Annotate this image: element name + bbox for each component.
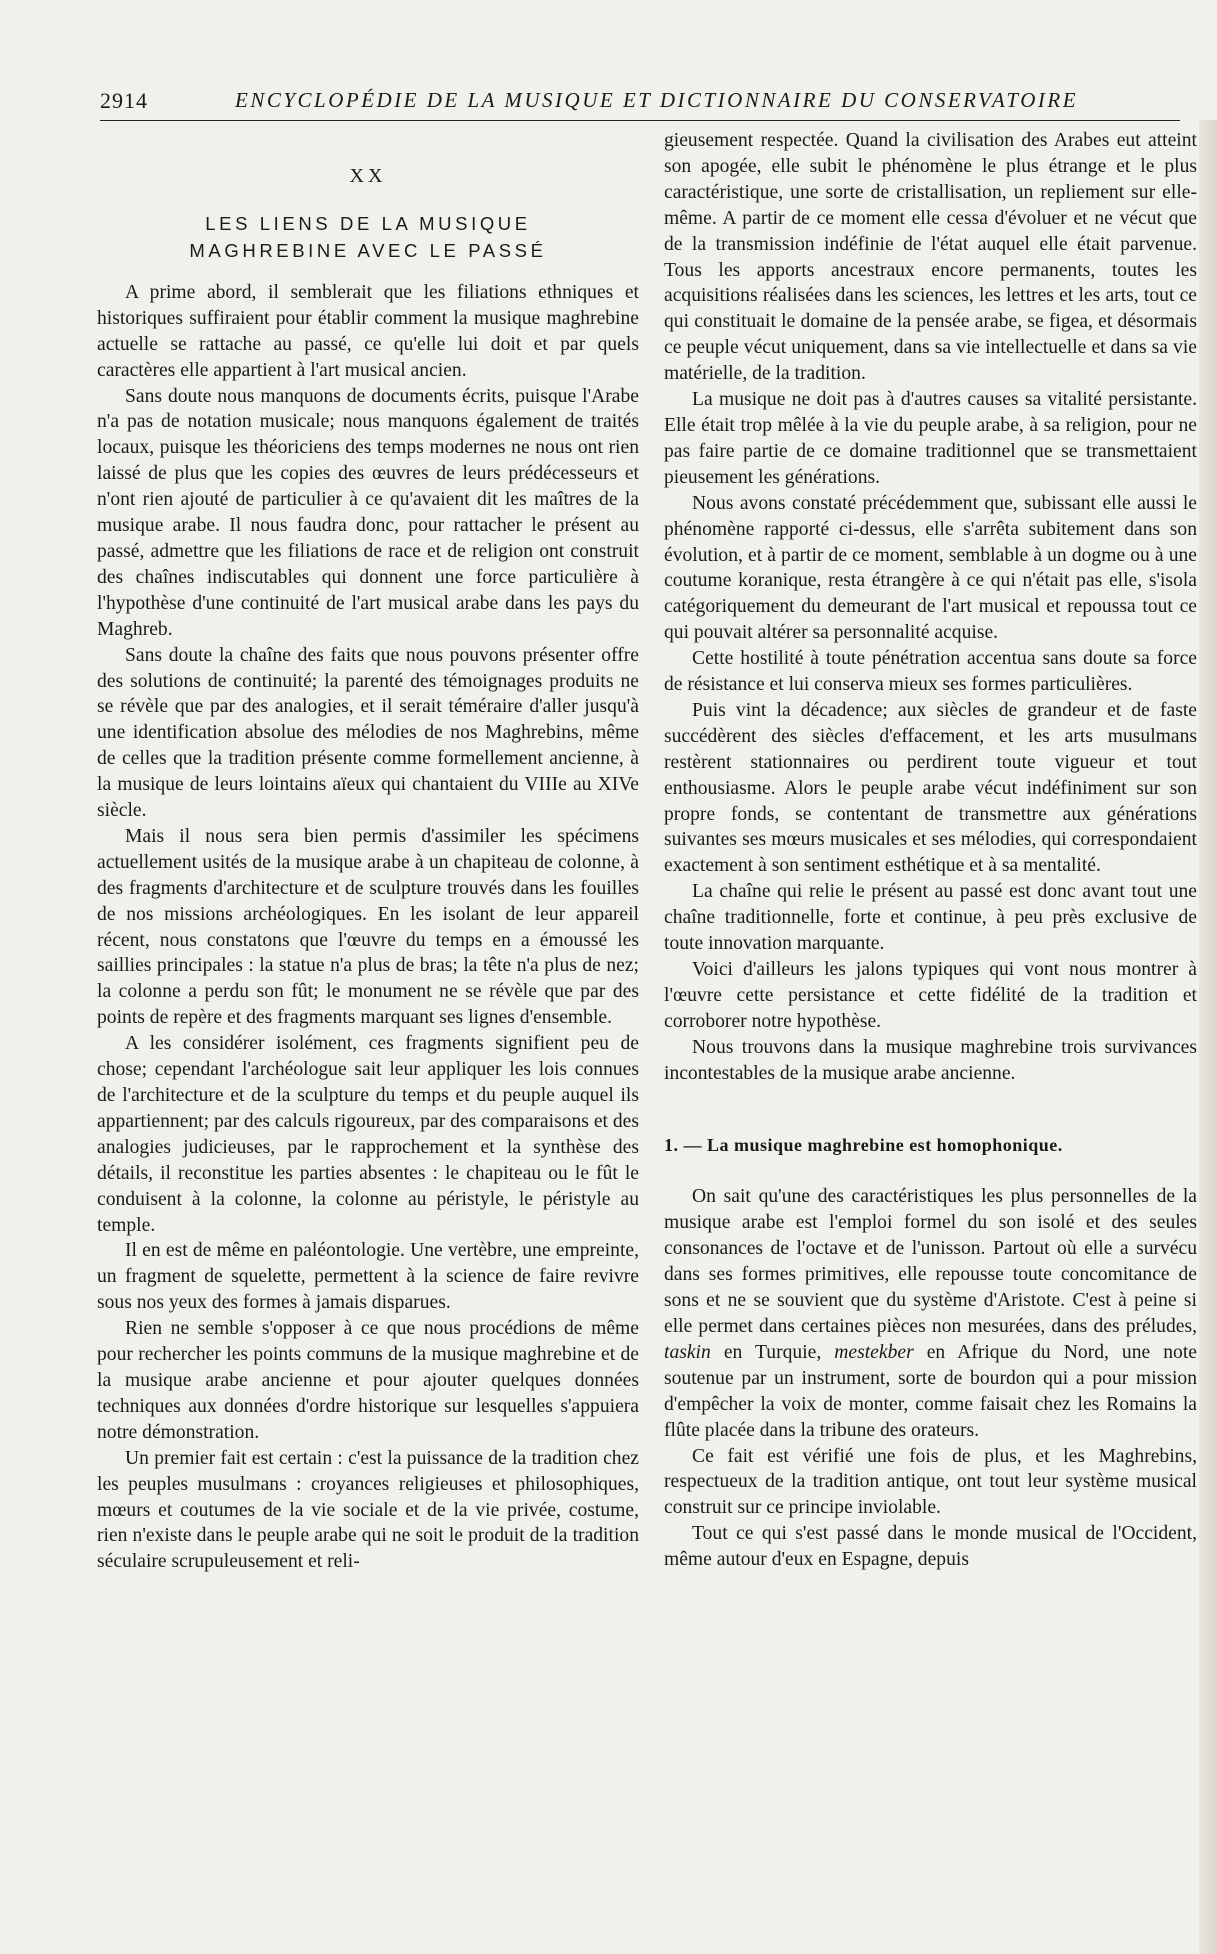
paragraph: Tout ce qui s'est passé dans le monde musical de l'Occident, même autour d'eux en Espagne, depuis xyxy=(664,1523,1197,1571)
chapter-title: LES LIENS DE LA MUSIQUE MAGHREBINE AVEC LE PASSÉ xyxy=(189,212,547,261)
term-mestekber: mestekber xyxy=(834,1341,914,1363)
paragraph: Rien ne semble s'opposer à ce que nous procédions de même pour rechercher les points communs de la musique maghrebine et de la musique arabe ancienne et pour ajouter quelques données techniques aux données d'ordre historique sur lesquelles s'appuiera notre démonstration. xyxy=(97,1318,639,1443)
term-taskin: taskin xyxy=(664,1341,711,1363)
page-number: 2914 xyxy=(100,88,148,113)
paragraph xyxy=(664,1184,1197,1443)
page-header xyxy=(100,86,1180,121)
paragraph: Il en est de même en paléontologie. Une vertèbre, une empreinte, un fragment de squelette, permettent à la science de faire revivre sous nos yeux des formes à jamais disparues. xyxy=(97,1240,639,1314)
paragraph: A prime abord, il semblerait que les filiations ethniques et historiques suffiraient pour établir comment la musique maghrebine actuelle se rattache au passé, ce qu'elle lui doit et par quels caractères elle appartient à l'art musical ancien. xyxy=(97,281,639,381)
paragraph: Nous avons constaté précédemment que, subissant elle aussi le phénomène rapporté ci-dessus, elle s'arrêta subitement dans son évolution, et à partir de ce moment, semblable à un dogme ou à une coutume koranique, resta étrangère à ce qui n'était pas elle, s'isola catégoriquement du demeurant de l'art musical et repoussa tout ce qui pouvait altérer sa personnalité acquise. xyxy=(664,492,1197,644)
left-column xyxy=(97,128,639,1575)
paragraph-text: en Turquie, xyxy=(710,1341,835,1363)
right-column xyxy=(664,128,1197,1573)
paragraph: A les considérer isolément, ces fragments signifient peu de chose; cependant l'archéologue sait leur appliquer les lois connues de l'architecture et de la sculpture du temps et du peuple auquel ils appartiennent; par des calculs rigoureux, par des comparaisons et des analogies judicieuses, par le rapprochement et la synthèse des détails, il reconstitue les parties absentes : le chapiteau ou le fût le conduisent à la colonne, la colonne au péristyle, le péristyle au temple. xyxy=(97,1033,639,1236)
paragraph-text: On sait qu'une des caractéristiques les plus personnelles de la musique arabe est l'emploi formel du son isolé et des seules consonances de l'octave et de l'unisson. Partout où elle a survécu dans ses formes primitives, elle repousse toute concomitance de sons et ne se souvient que du système d'Aristote. C'est à peine si elle permet dans certaines pièces non mesurées, dans des préludes, xyxy=(664,1186,1197,1337)
paragraph: Ce fait est vérifié une fois de plus, et les Maghrebins, respectueux de la tradition antique, ont tout leur système musical construit sur ce principe inviolable. xyxy=(664,1445,1197,1519)
running-title: ENCYCLOPÉDIE DE LA MUSIQUE ET DICTIONNAIRE DU CONSERVATOIRE xyxy=(235,88,1079,112)
paragraph-continued: gieusement respectée. Quand la civilisation des Arabes eut atteint son apogée, elle subit le phénomène le plus étrange et le plus caractéristique, une sorte de cristallisation, un repliement sur elle-même. A partir de ce moment elle cessa d'évoluer et ne vécut que de la transmission indéfinie de l'état auquel elle était parvenue. Tous les apports ancestraux encore permanents, toutes les acquisitions réalisées dans les sciences, les lettres et les arts, tout ce qui constituait le domaine de la pensée arabe, se figea, et désormais ce peuple vécut uniquement, dans sa vie intellectuelle et dans sa vie matérielle, de la tradition. xyxy=(664,130,1197,385)
paragraph: Sans doute nous manquons de documents écrits, puisque l'Arabe n'a pas de notation musicale; nous manquons également de traités locaux, puisque les théoriciens des temps modernes ne nous ont rien laissé de plus que les copies des œuvres de leurs prédécesseurs et n'ont rien ajouté de particulier à ce qu'avaient dit les maîtres de la musique arabe. Il nous faudra donc, pour rattacher le présent au passé, admettre que les filiations de race et de religion ont construit des chaînes indiscutables qui donnent une force particulière à l'hypothèse d'une continuité de l'art musical arabe dans les pays du Maghreb. xyxy=(97,385,639,640)
paragraph: Sans doute la chaîne des faits que nous pouvons présenter offre des solutions de continuité; la parenté des témoignages produits ne se révèle que par des analogies, et il serait téméraire d'aller jusqu'à une identification absolue des mélodies de nos Maghrebins, même de celles que la tradition présente comme formellement ancienne, à la musique de leurs lointains aïeux qui chantaient du VIIIe au XIVe siècle. xyxy=(97,644,639,822)
paragraph: La chaîne qui relie le présent au passé est donc avant tout une chaîne traditionnelle, forte et continue, à peu près exclusive de toute innovation marquante. xyxy=(664,881,1197,955)
paragraph: Cette hostilité à toute pénétration accentua sans doute sa force de résistance et lui conserva mieux ses formes particulières. xyxy=(664,648,1197,696)
paragraph: Nous trouvons dans la musique maghrebine trois survivances incontestables de la musique arabe ancienne. xyxy=(664,1036,1197,1084)
paragraph-text: en Afrique du Nord, une note soutenue par un instrument, sorte de bourdon qui a pour mission d'empêcher la voix de monter, comme faisait chez les Romains la flûte placée dans la tribune des orateurs. xyxy=(664,1341,1197,1441)
paragraph: La musique ne doit pas à d'autres causes sa vitalité persistante. Elle était trop mêlée à la vie du peuple arabe, à sa religion, pour ne pas faire partie de ce domaine traditionnel que se transmettaient pieusement les générations. xyxy=(664,389,1197,488)
paragraph: Puis vint la décadence; aux siècles de grandeur et de faste succédèrent des siècles d'effacement, et les arts musulmans restèrent stationnaires ou perdirent toute vigueur et tout enthousiasme. Alors le peuple arabe vécut indéfiniment sur son propre fonds, se contentant de transmettre aux générations suivantes ses mœurs musicales et ses mélodies, qui correspondaient exactement à son sentiment esthétique et à sa mentalité. xyxy=(664,699,1197,877)
paragraph: Mais il nous sera bien permis d'assimiler les spécimens actuellement usités de la musique arabe à un chapiteau de colonne, à des fragments d'architecture et de sculpture trouvés dans les fouilles de nos missions archéologiques. En les isolant de leur appareil récent, nous constatons que l'œuvre du temps en a émoussé les saillies principales : la statue n'a plus de bras; la tête n'a plus de nez; la colonne a perdu son fût; le monument ne se révèle que par des points de repère et des fragments marquant ses lignes d'ensemble. xyxy=(97,825,639,1029)
page-edge-shadow xyxy=(1199,120,1217,1954)
paragraph: Un premier fait est certain : c'est la puissance de la tradition chez les peuples musulmans : croyances religieuses et philosophiques, mœurs et coutumes de la vie sociale et de la vie privée, costume, rien n'existe dans le peuple arabe qui ne soit le produit de la tradition séculaire scrupuleusement et reli- xyxy=(97,1447,639,1573)
section-heading: 1. — La musique maghrebine est homophonique. xyxy=(664,1134,1063,1155)
paragraph: Voici d'ailleurs les jalons typiques qui vont nous montrer à l'œuvre cette persistance et cette fidélité de la tradition et corroborer notre hypothèse. xyxy=(664,959,1197,1032)
chapter-number: XX xyxy=(349,165,387,187)
